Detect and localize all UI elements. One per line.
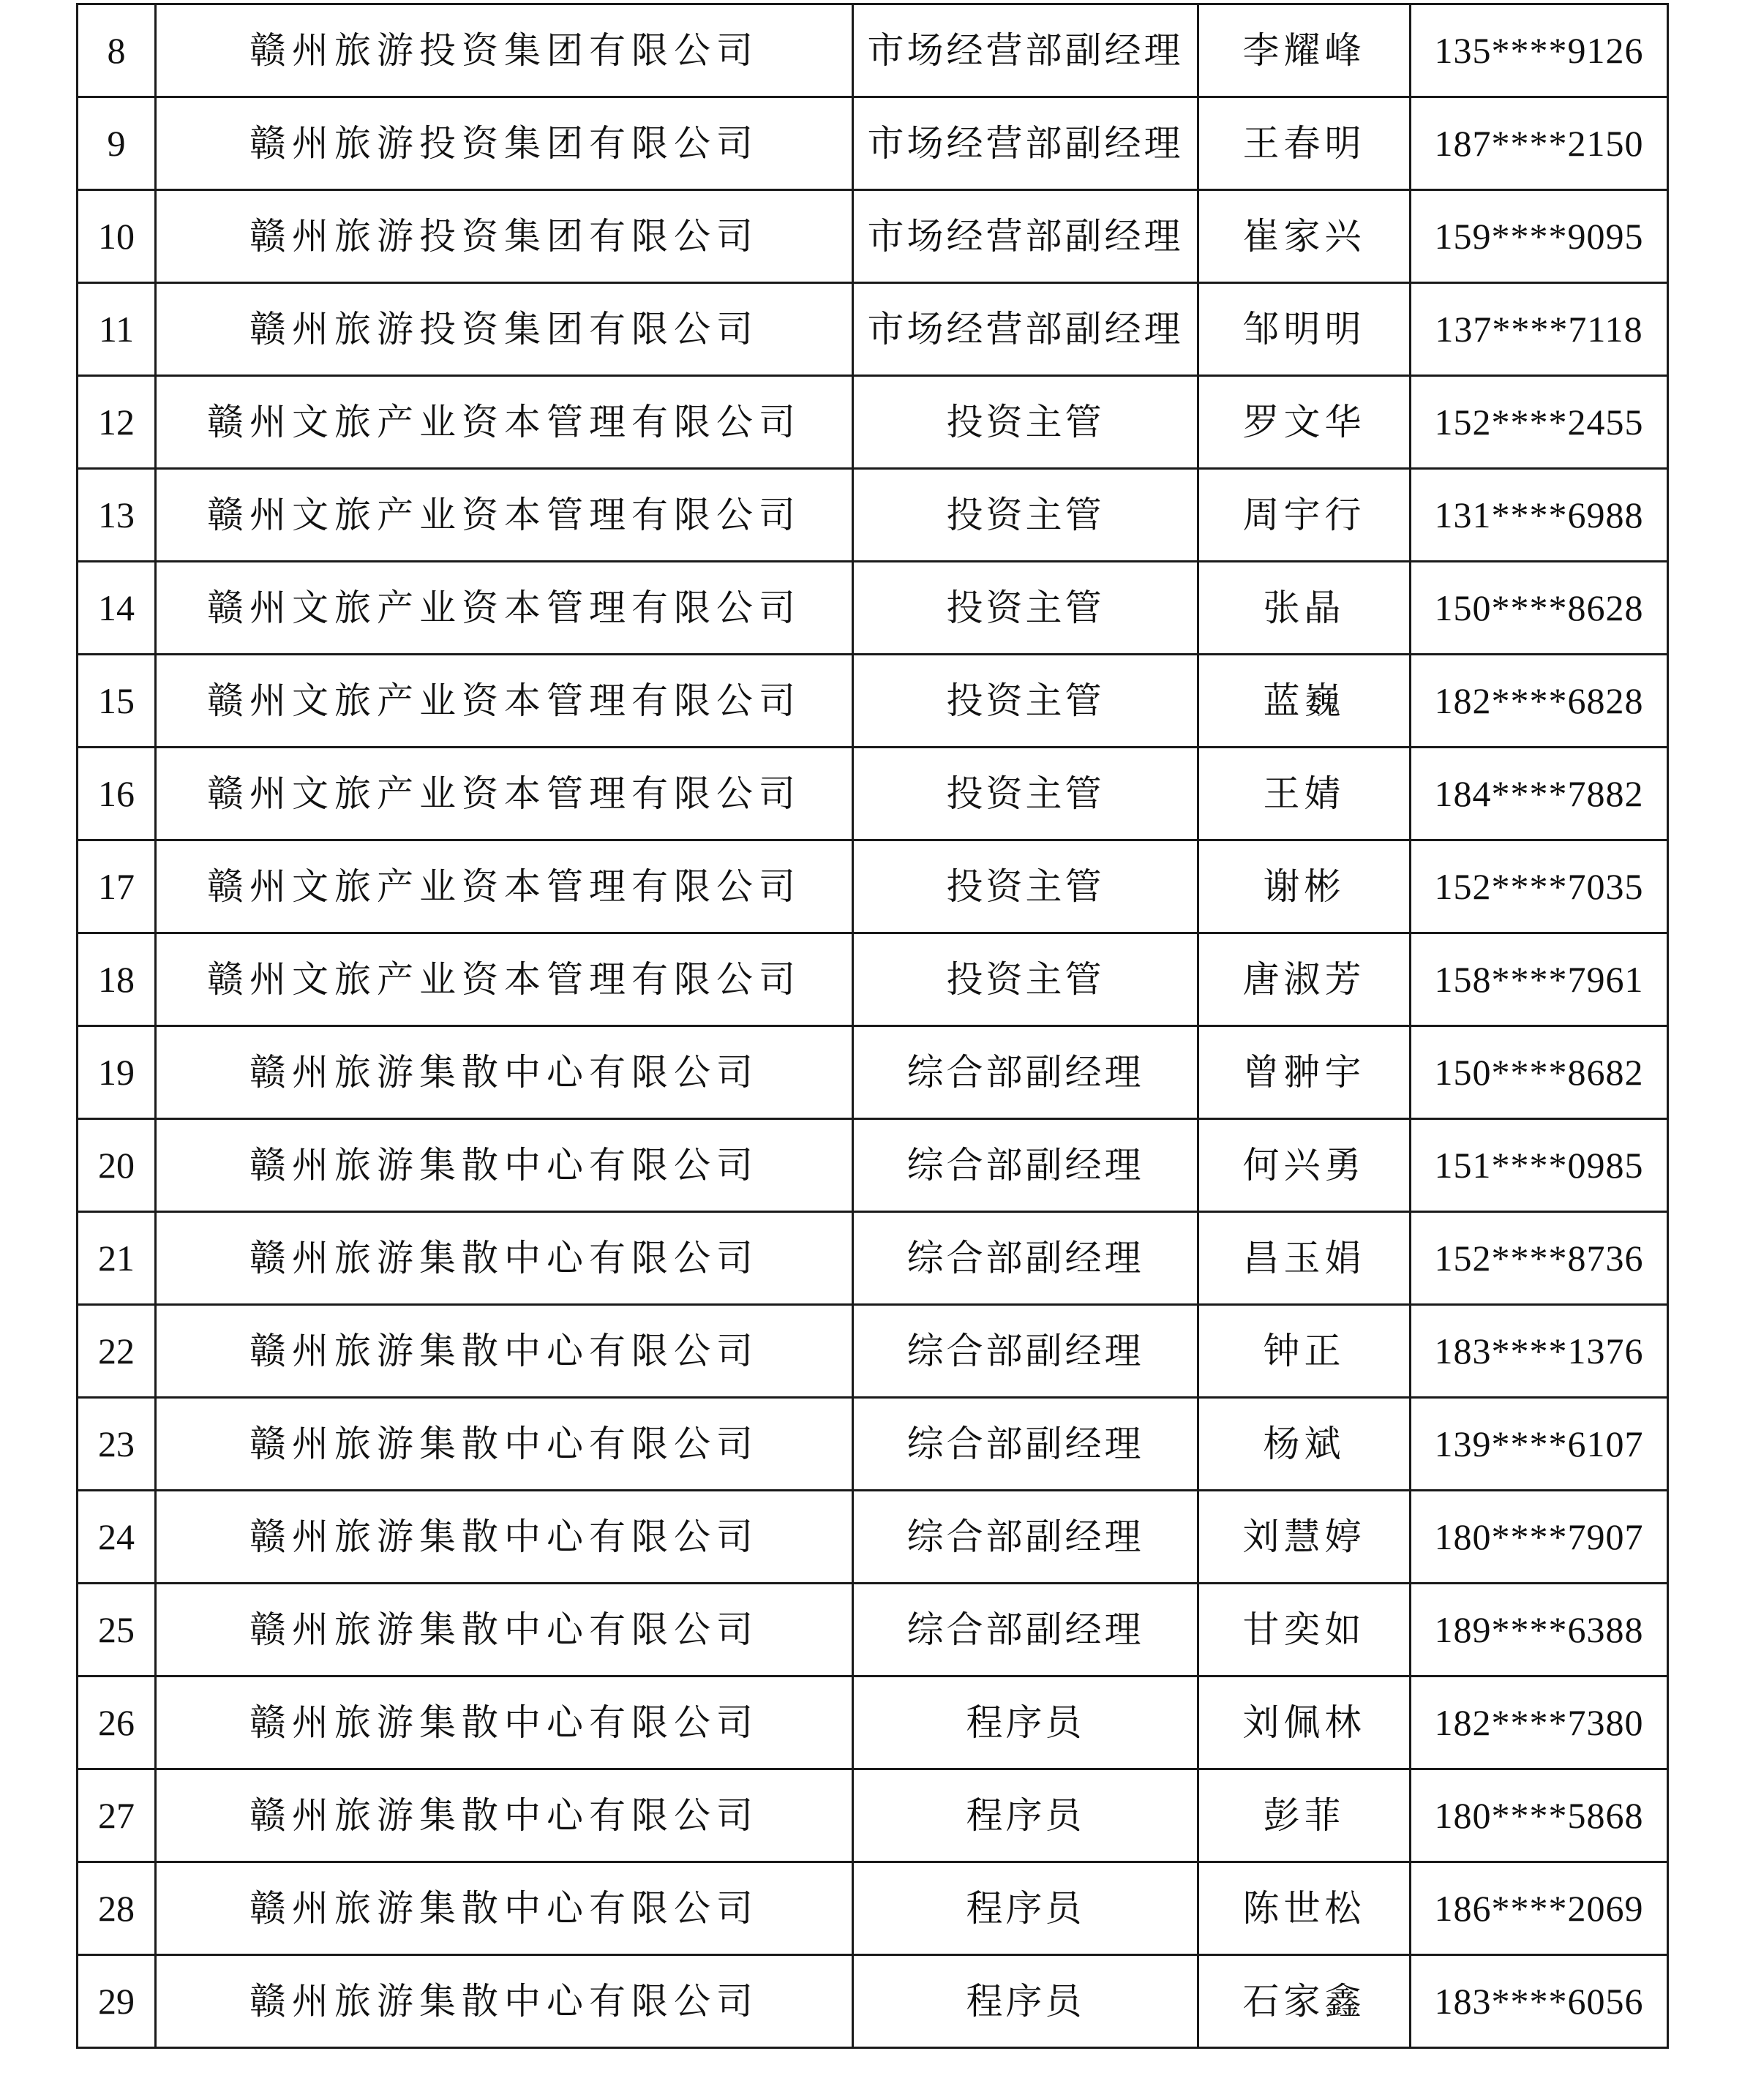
- person-name-cell: 张晶: [1198, 562, 1411, 655]
- row-number-cell: 26: [78, 1676, 156, 1769]
- position-cell: 投资主管: [853, 469, 1198, 562]
- table-row: [78, 1769, 1668, 1862]
- position-cell: 综合部副经理: [853, 1026, 1198, 1119]
- row-number-cell: 25: [78, 1584, 156, 1676]
- company-cell: 赣州旅游集散中心有限公司: [156, 1212, 853, 1305]
- phone-number-cell: 152****7035: [1411, 840, 1668, 933]
- table-row: [78, 1305, 1668, 1398]
- person-name-cell: 刘慧婷: [1198, 1491, 1411, 1584]
- person-name-cell: 周宇行: [1198, 469, 1411, 562]
- company-cell: 赣州文旅产业资本管理有限公司: [156, 933, 853, 1026]
- row-number-cell: 13: [78, 469, 156, 562]
- phone-number-cell: 182****6828: [1411, 655, 1668, 748]
- company-cell: 赣州旅游投资集团有限公司: [156, 97, 853, 190]
- position-cell: 程序员: [853, 1676, 1198, 1769]
- phone-number-cell: 182****7380: [1411, 1676, 1668, 1769]
- company-cell: 赣州旅游集散中心有限公司: [156, 1955, 853, 2048]
- position-cell: 程序员: [853, 1769, 1198, 1862]
- table-row: [78, 1955, 1668, 2048]
- company-cell: 赣州文旅产业资本管理有限公司: [156, 655, 853, 748]
- person-name-cell: 石家鑫: [1198, 1955, 1411, 2048]
- position-cell: 市场经营部副经理: [853, 190, 1198, 283]
- phone-number-cell: 137****7118: [1411, 283, 1668, 376]
- person-name-cell: 谢彬: [1198, 840, 1411, 933]
- row-number-cell: 29: [78, 1955, 156, 2048]
- table-row: [78, 1212, 1668, 1305]
- position-cell: 投资主管: [853, 376, 1198, 469]
- row-number-cell: 8: [78, 4, 156, 97]
- company-cell: 赣州旅游集散中心有限公司: [156, 1119, 853, 1212]
- company-cell: 赣州旅游集散中心有限公司: [156, 1676, 853, 1769]
- row-number-cell: 22: [78, 1305, 156, 1398]
- phone-number-cell: 183****1376: [1411, 1305, 1668, 1398]
- row-number-cell: 20: [78, 1119, 156, 1212]
- phone-number-cell: 184****7882: [1411, 748, 1668, 840]
- row-number-cell: 12: [78, 376, 156, 469]
- position-cell: 投资主管: [853, 933, 1198, 1026]
- company-cell: 赣州旅游投资集团有限公司: [156, 283, 853, 376]
- row-number-cell: 21: [78, 1212, 156, 1305]
- person-name-cell: 王婧: [1198, 748, 1411, 840]
- table-row: [78, 840, 1668, 933]
- company-cell: 赣州旅游集散中心有限公司: [156, 1584, 853, 1676]
- phone-number-cell: 152****8736: [1411, 1212, 1668, 1305]
- table-row: [78, 933, 1668, 1026]
- position-cell: 综合部副经理: [853, 1491, 1198, 1584]
- table-row: [78, 469, 1668, 562]
- row-number-cell: 14: [78, 562, 156, 655]
- position-cell: 综合部副经理: [853, 1584, 1198, 1676]
- phone-number-cell: 159****9095: [1411, 190, 1668, 283]
- person-name-cell: 罗文华: [1198, 376, 1411, 469]
- position-cell: 程序员: [853, 1955, 1198, 2048]
- table-row: [78, 1862, 1668, 1955]
- position-cell: 投资主管: [853, 840, 1198, 933]
- person-name-cell: 彭菲: [1198, 1769, 1411, 1862]
- position-cell: 综合部副经理: [853, 1398, 1198, 1491]
- phone-number-cell: 150****8682: [1411, 1026, 1668, 1119]
- position-cell: 市场经营部副经理: [853, 283, 1198, 376]
- table-row: [78, 1491, 1668, 1584]
- phone-number-cell: 152****2455: [1411, 376, 1668, 469]
- roster-table-body: [78, 4, 1668, 2048]
- phone-number-cell: 150****8628: [1411, 562, 1668, 655]
- company-cell: 赣州文旅产业资本管理有限公司: [156, 840, 853, 933]
- row-number-cell: 19: [78, 1026, 156, 1119]
- company-cell: 赣州旅游集散中心有限公司: [156, 1305, 853, 1398]
- row-number-cell: 27: [78, 1769, 156, 1862]
- table-row: [78, 748, 1668, 840]
- phone-number-cell: 183****6056: [1411, 1955, 1668, 2048]
- position-cell: 投资主管: [853, 748, 1198, 840]
- person-name-cell: 刘佩林: [1198, 1676, 1411, 1769]
- company-cell: 赣州旅游集散中心有限公司: [156, 1491, 853, 1584]
- company-cell: 赣州旅游投资集团有限公司: [156, 4, 853, 97]
- person-name-cell: 王春明: [1198, 97, 1411, 190]
- phone-number-cell: 139****6107: [1411, 1398, 1668, 1491]
- phone-number-cell: 189****6388: [1411, 1584, 1668, 1676]
- phone-number-cell: 158****7961: [1411, 933, 1668, 1026]
- position-cell: 程序员: [853, 1862, 1198, 1955]
- table-row: [78, 283, 1668, 376]
- phone-number-cell: 131****6988: [1411, 469, 1668, 562]
- position-cell: 市场经营部副经理: [853, 97, 1198, 190]
- person-name-cell: 邹明明: [1198, 283, 1411, 376]
- table-row: [78, 4, 1668, 97]
- person-name-cell: 唐淑芳: [1198, 933, 1411, 1026]
- table-row: [78, 1676, 1668, 1769]
- position-cell: 投资主管: [853, 562, 1198, 655]
- company-cell: 赣州旅游集散中心有限公司: [156, 1862, 853, 1955]
- phone-number-cell: 151****0985: [1411, 1119, 1668, 1212]
- person-name-cell: 崔家兴: [1198, 190, 1411, 283]
- person-name-cell: 陈世松: [1198, 1862, 1411, 1955]
- company-cell: 赣州旅游集散中心有限公司: [156, 1026, 853, 1119]
- company-cell: 赣州文旅产业资本管理有限公司: [156, 469, 853, 562]
- company-cell: 赣州文旅产业资本管理有限公司: [156, 748, 853, 840]
- phone-number-cell: 180****7907: [1411, 1491, 1668, 1584]
- company-cell: 赣州旅游集散中心有限公司: [156, 1769, 853, 1862]
- row-number-cell: 10: [78, 190, 156, 283]
- table-row: [78, 1026, 1668, 1119]
- person-name-cell: 蓝巍: [1198, 655, 1411, 748]
- row-number-cell: 28: [78, 1862, 156, 1955]
- person-name-cell: 杨斌: [1198, 1398, 1411, 1491]
- row-number-cell: 24: [78, 1491, 156, 1584]
- position-cell: 投资主管: [853, 655, 1198, 748]
- company-cell: 赣州旅游集散中心有限公司: [156, 1398, 853, 1491]
- position-cell: 综合部副经理: [853, 1119, 1198, 1212]
- table-row: [78, 376, 1668, 469]
- row-number-cell: 15: [78, 655, 156, 748]
- person-name-cell: 昌玉娟: [1198, 1212, 1411, 1305]
- row-number-cell: 16: [78, 748, 156, 840]
- company-cell: 赣州文旅产业资本管理有限公司: [156, 562, 853, 655]
- person-name-cell: 李耀峰: [1198, 4, 1411, 97]
- row-number-cell: 9: [78, 97, 156, 190]
- table-row: [78, 190, 1668, 283]
- table-row: [78, 1119, 1668, 1212]
- position-cell: 综合部副经理: [853, 1305, 1198, 1398]
- company-cell: 赣州文旅产业资本管理有限公司: [156, 376, 853, 469]
- person-name-cell: 钟正: [1198, 1305, 1411, 1398]
- row-number-cell: 18: [78, 933, 156, 1026]
- table-row: [78, 1584, 1668, 1676]
- person-name-cell: 曾翀宇: [1198, 1026, 1411, 1119]
- row-number-cell: 11: [78, 283, 156, 376]
- table-row: [78, 1398, 1668, 1491]
- table-row: [78, 562, 1668, 655]
- phone-number-cell: 135****9126: [1411, 4, 1668, 97]
- position-cell: 市场经营部副经理: [853, 4, 1198, 97]
- person-name-cell: 甘奕如: [1198, 1584, 1411, 1676]
- table-row: [78, 97, 1668, 190]
- row-number-cell: 23: [78, 1398, 156, 1491]
- position-cell: 综合部副经理: [853, 1212, 1198, 1305]
- company-cell: 赣州旅游投资集团有限公司: [156, 190, 853, 283]
- phone-number-cell: 187****2150: [1411, 97, 1668, 190]
- phone-number-cell: 180****5868: [1411, 1769, 1668, 1862]
- person-name-cell: 何兴勇: [1198, 1119, 1411, 1212]
- roster-table: [76, 3, 1669, 2049]
- phone-number-cell: 186****2069: [1411, 1862, 1668, 1955]
- row-number-cell: 17: [78, 840, 156, 933]
- table-row: [78, 655, 1668, 748]
